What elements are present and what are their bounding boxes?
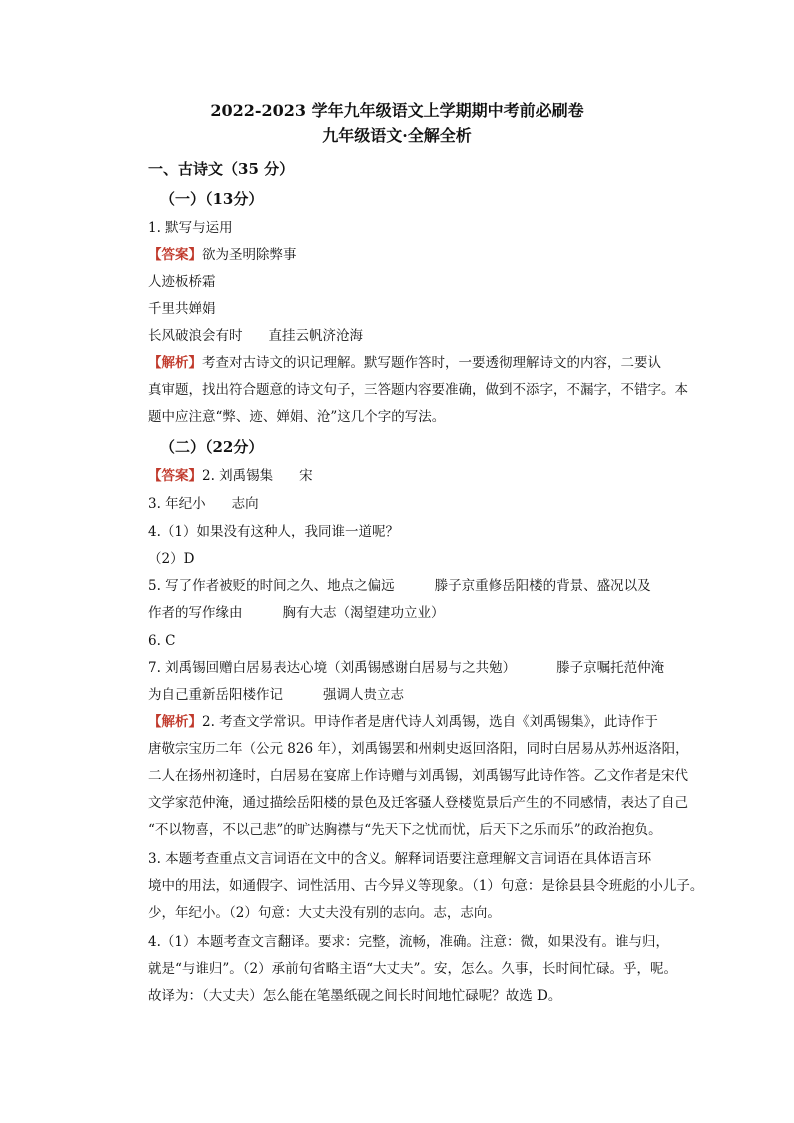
answer-tag: 【答案】 <box>148 247 202 263</box>
answer-text: 5. 写了作者被贬的时间之久、地点之偏远 <box>148 578 395 594</box>
analysis-text: 2. 考查文学常识。甲诗作者是唐代诗人刘禹锡，选自《刘禹锡集》，此诗作于 <box>202 714 658 730</box>
question-1: 1. 默写与运用 <box>148 220 233 236</box>
analysis-tag: 【解析】 <box>148 714 202 730</box>
answer-line <box>148 494 259 514</box>
answer-line: 4.（1）如果没有这种人，我同谁一道呢？ <box>148 524 399 540</box>
section-heading: 一、古诗文（35 分） <box>148 160 295 178</box>
answer-line <box>148 245 297 265</box>
analysis-text: 考查对古诗文的识记理解。默写题作答时，一要透彻理解诗文的内容，二要认 <box>202 355 661 371</box>
analysis-line: 题中应注意“弊、迹、婵娟、沧”这几个字的写法。 <box>148 409 446 425</box>
analysis-line: 二人在扬州初逢时，白居易在宴席上作诗赠与刘禹锡，刘禹锡写此诗作答。乙文作者是宋代 <box>148 768 688 784</box>
analysis-line: 文学家范仲淹，通过描绘岳阳楼的景色及迁客骚人登楼览景后产生的不同感情，表达了自己 <box>148 795 688 811</box>
answer-line <box>148 326 363 346</box>
analysis-line: 4.（1）本题考查文言翻译。要求：完整，流畅，准确。注意：微，如果没有。谁与归， <box>148 934 669 950</box>
answer-text: 为自己重新岳阳楼作记 <box>148 687 283 703</box>
answer-line <box>148 603 445 623</box>
analysis-line: “不以物喜，不以己悲”的旷达胸襟与“先天下之忧而忧，后天下之乐而乐”的政治抱负。 <box>148 822 662 838</box>
answer-text: 2. 刘禹锡集 <box>202 468 274 484</box>
answer-line <box>148 685 404 705</box>
answer-tag: 【答案】 <box>148 468 202 484</box>
analysis-line: 就是“与谁归”。（2）承前句省略主语“大丈夫”。安，怎么。久事，长时间忙碌。乎，呢。 <box>148 961 677 977</box>
answer-text: 宋 <box>299 468 313 484</box>
part-heading-2: （二）（22分） <box>160 438 264 456</box>
analysis-line: 唐敬宗宝历二年（公元 826 年），刘禹锡罢和州刺史返回洛阳，同时白居易从苏州返洛阳， <box>148 741 689 757</box>
answer-text: 欲为圣明除弊事 <box>202 247 297 263</box>
answer-text: 强调人贵立志 <box>323 687 404 703</box>
analysis-line: 故译为：（大丈夫）怎么能在笔墨纸砚之间长时间地忙碌呢？故选 D。 <box>148 988 562 1004</box>
answer-text: 长风破浪会有时 <box>148 328 243 344</box>
title-line-1: 2022-2023 学年九年级语文上学期期中考前必刷卷 <box>210 101 584 120</box>
answer-text: 志向 <box>231 496 259 512</box>
analysis-line: 境中的用法，如通假字、词性活用、古今异义等现象。（1）句意：是徐县县令班彪的小儿子。 <box>148 878 704 894</box>
answer-line: 人迹板桥霜 <box>148 274 216 290</box>
analysis-tag: 【解析】 <box>148 355 202 371</box>
answer-text: 7. 刘禹锡回赠白居易表达心境（刘禹锡感谢白居易与之共勉） <box>148 660 517 676</box>
analysis-line: 真审题，找出符合题意的诗文句子，三答题内容要准确，做到不添字，不漏字，不错字。本 <box>148 382 688 398</box>
answer-line: （2）D <box>148 551 195 567</box>
answer-text: 滕子京重修岳阳楼的背景、盛况以及 <box>434 578 651 594</box>
analysis-line: 少，年纪小。（2）句意：大丈夫没有别的志向。志，志向。 <box>148 905 501 921</box>
answer-line <box>148 466 313 486</box>
answer-text: 作者的写作缘由 <box>148 605 243 621</box>
answer-text: 胸有大志（渴望建功立业） <box>282 605 445 621</box>
answer-line: 千里共婵娟 <box>148 301 216 317</box>
answer-text: 直挂云帆济沧海 <box>268 328 363 344</box>
answer-line <box>148 576 651 596</box>
part-heading-1: （一）（13分） <box>160 190 264 208</box>
answer-text: 滕子京嘱托范仲淹 <box>556 660 665 676</box>
title-line-2: 九年级语文·全解全析 <box>322 126 472 145</box>
analysis-line: 3. 本题考查重点文言词语在文中的含义。解释词语要注意理解文言词语在具体语言环 <box>148 851 652 867</box>
answer-line <box>148 658 664 678</box>
answer-line: 6. C <box>148 633 176 649</box>
answer-text: 3. 年纪小 <box>148 496 206 512</box>
analysis-line <box>148 712 658 732</box>
analysis-line <box>148 353 661 373</box>
